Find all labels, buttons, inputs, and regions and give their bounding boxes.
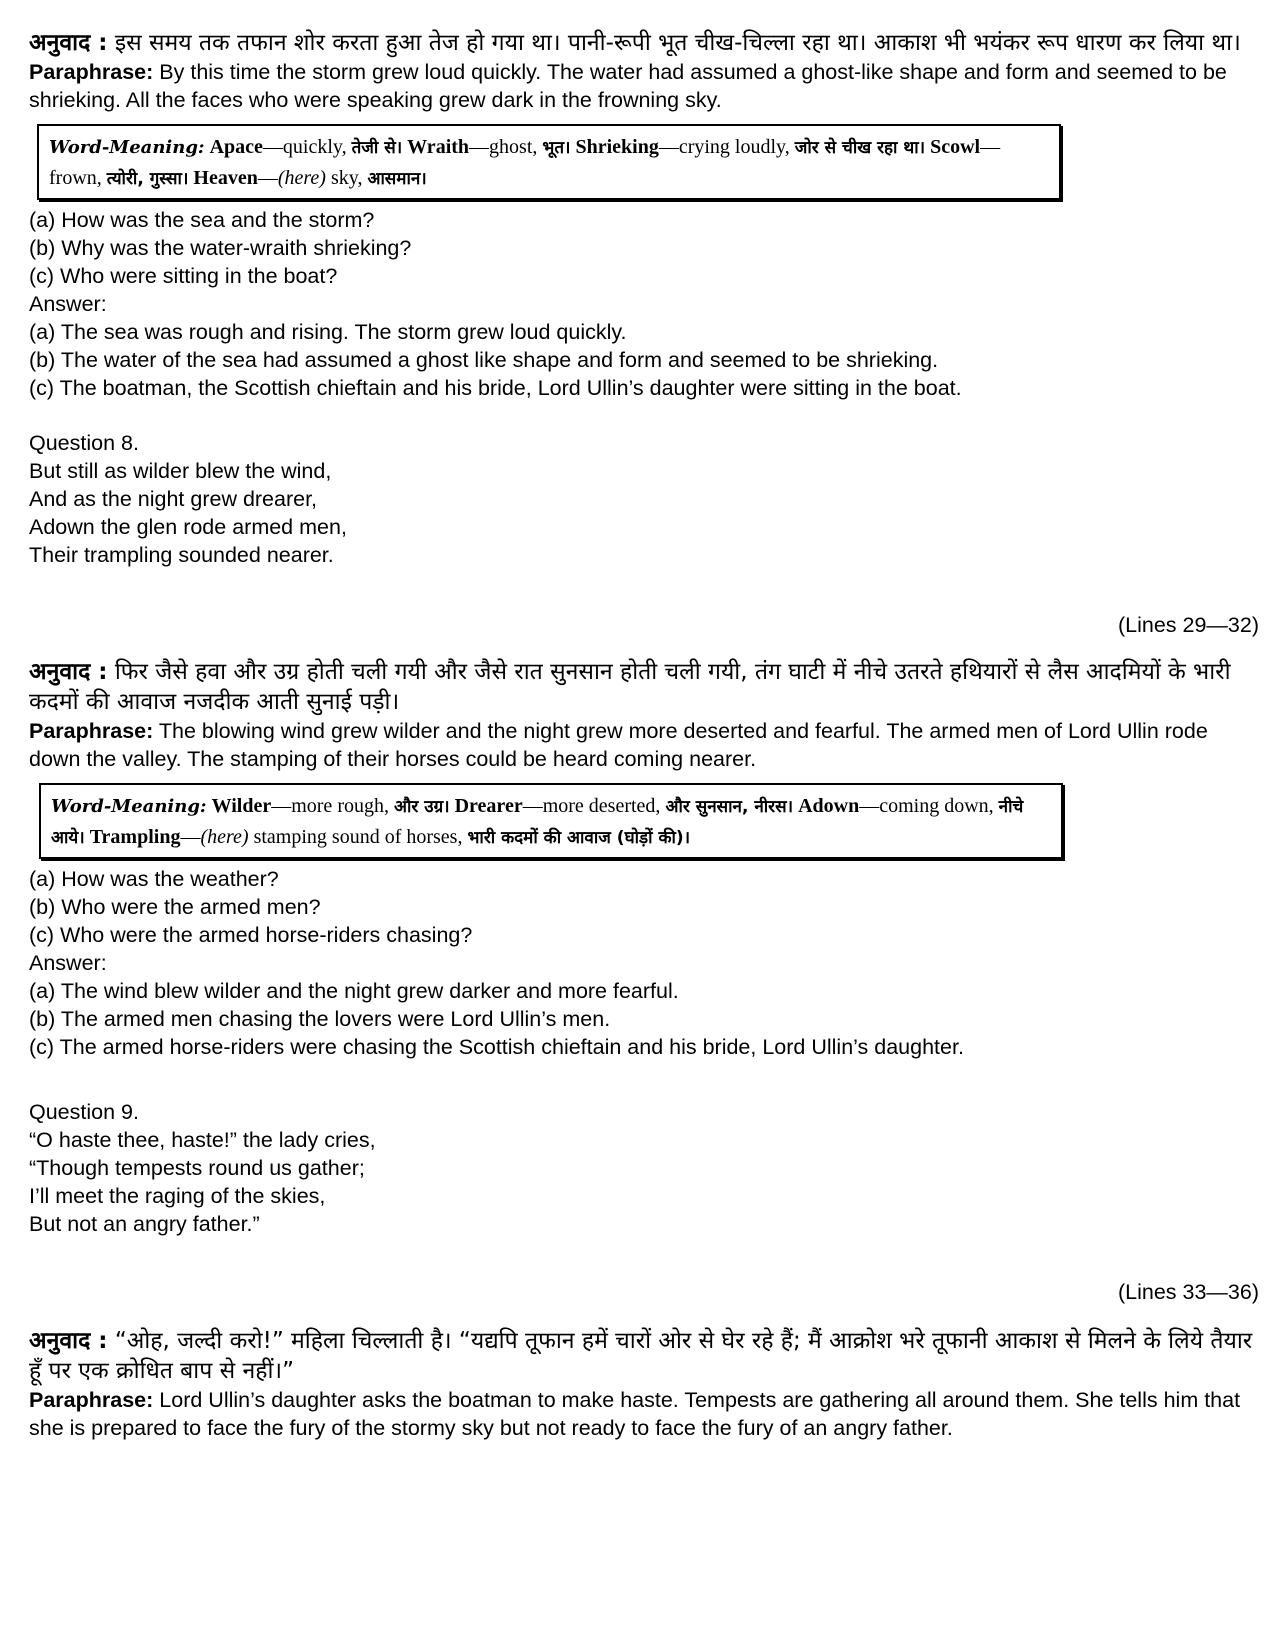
poem-line: “O haste thee, haste!” the lady cries, — [29, 1128, 376, 1152]
anuvad-text: इस समय तक तफान शोर करता हुआ तेज हो गया था। पानी-रूपी भूत चीख-चिल्ला रहा था। आकाश भी भयंकर रूप धारण कर लिया था। — [114, 30, 1241, 56]
poem-line: Adown the glen rode armed men, — [29, 515, 347, 539]
paraphrase-label: Paraphrase: — [29, 60, 154, 84]
paraphrase-text: By this time the storm grew loud quickly. The water had assumed a ghost-like shape and form and seemed to be shrieking. All the faces who were speaking grew dark in the frowning sky. — [29, 60, 1227, 112]
answer-item: (b) The armed men chasing the lovers were Lord Ullin’s men. — [29, 1007, 611, 1031]
answer-label: Answer: — [29, 951, 107, 975]
paraphrase — [29, 58, 1259, 114]
poem-line: “Though tempests round us gather; — [29, 1156, 365, 1180]
wm-meaning: —more rough, — [271, 795, 394, 817]
word-meaning-box — [39, 783, 1063, 859]
question-item: (b) Who were the armed men? — [29, 895, 321, 919]
poem-line: But not an angry father.” — [29, 1212, 260, 1236]
question-item: (a) How was the sea and the storm? — [29, 208, 375, 232]
answer-item: (c) The boatman, the Scottish chieftain and his bride, Lord Ullin’s daughter were sitting in the boat. — [29, 376, 962, 400]
wm-hindi: तेजी से। — [351, 138, 403, 158]
lines-reference: (Lines 29—32) — [1117, 613, 1259, 637]
answer-label: Answer: — [29, 292, 107, 316]
paraphrase-text: The blowing wind grew wilder and the night grew more deserted and fearful. The armed men of Lord Ullin rode down the valley. The stamping of their horses could be heard coming nearer. — [29, 719, 1208, 771]
answer-item: (a) The wind blew wilder and the night grew darker and more fearful. — [29, 979, 679, 1003]
anuvad-label: अनुवाद : — [29, 659, 108, 685]
wm-hindi: आसमान। — [367, 169, 427, 189]
anuvad-text: फिर जैसे हवा और उग्र होती चली गयी और जैसे रात सुनसान होती चली गयी, तंग घाटी में नीचे उतरते हथियारों से लैस आदमियों के भारी कदमों की आवाज नजदीक आती सुनाई पड़ी। — [29, 659, 1231, 715]
answer-item: (c) The armed horse-riders were chasing the Scottish chieftain and his bride, Lord Ullin’s daughter. — [29, 1035, 964, 1059]
anuvad-text: “ओह, जल्दी करो!” महिला चिल्लाती है। “यद्यपि तूफान हमें चारों ओर से घेर रहे हैं; मैं आक्रोश भरे तूफानी आकाश से मिलने के लिये तैयार हूँ पर एक क्रोधित बाप से नहीं।” — [29, 1328, 1253, 1384]
word-meaning-label: Word-Meaning: — [49, 137, 205, 158]
wm-word: Adown — [798, 795, 860, 817]
question-title: Question 8. — [29, 431, 139, 455]
document-page — [29, 28, 1259, 1442]
anuvad-label: अनुवाद : — [29, 30, 108, 56]
paraphrase — [29, 717, 1259, 773]
wm-word: Apace — [209, 136, 263, 158]
wm-hindi: भारी कदमों की आवाज (घोड़ों की)। — [467, 828, 691, 848]
wm-hindi: और सुनसान, नीरस। — [665, 797, 794, 817]
wm-word: Drearer — [454, 795, 523, 817]
wm-meaning: —more deserted, — [522, 795, 666, 817]
wm-hindi: और उग्र। — [393, 797, 450, 817]
wm-meaning: sky, — [325, 167, 368, 189]
question-item: (a) How was the weather? — [29, 867, 279, 891]
paraphrase-label: Paraphrase: — [29, 719, 154, 743]
word-meaning-box — [37, 124, 1061, 200]
wm-meaning: —crying loudly, — [658, 136, 795, 158]
poem-line: I’ll meet the raging of the skies, — [29, 1184, 326, 1208]
wm-word: Heaven — [193, 167, 258, 189]
hindi-translation — [29, 1326, 1259, 1386]
anuvad-label: अनुवाद : — [29, 1328, 108, 1354]
question-item: (b) Why was the water-wraith shrieking? — [29, 236, 412, 260]
word-meaning-label: Word-Meaning: — [51, 796, 207, 817]
wm-meaning: —quickly, — [262, 136, 352, 158]
wm-meaning-italic: (here) — [200, 826, 249, 848]
wm-hindi: त्योरी, गुस्सा। — [106, 169, 189, 189]
poem-line: And as the night grew drearer, — [29, 487, 318, 511]
paraphrase-label: Paraphrase: — [29, 1388, 154, 1412]
wm-word: Wraith — [407, 136, 470, 158]
question-item: (c) Who were the armed horse-riders chasing? — [29, 923, 473, 947]
wm-meaning: —ghost, — [469, 136, 543, 158]
paraphrase-text: Lord Ullin’s daughter asks the boatman to make haste. Tempests are gathering all around them. She tells him that she is prepared to face the fury of the stormy sky but not ready to face the fury of an angry father. — [29, 1388, 1241, 1440]
hindi-translation — [29, 657, 1259, 717]
answer-item: (a) The sea was rough and rising. The storm grew loud quickly. — [29, 320, 627, 344]
wm-meaning: stamping sound of horses, — [248, 826, 468, 848]
wm-meaning-italic: (here) — [277, 167, 326, 189]
wm-meaning: —coming down, — [859, 795, 999, 817]
wm-meaning: — — [180, 826, 201, 848]
wm-word: Scowl — [930, 136, 981, 158]
poem-line: But still as wilder blew the wind, — [29, 459, 332, 483]
question-title: Question 9. — [29, 1100, 139, 1124]
paraphrase — [29, 1386, 1259, 1442]
lines-reference: (Lines 33—36) — [1117, 1280, 1259, 1304]
wm-meaning: — — [257, 167, 278, 189]
answer-item: (b) The water of the sea had assumed a ghost like shape and form and seemed to be shrieking. — [29, 348, 939, 372]
wm-word: Wilder — [211, 795, 272, 817]
poem-line: Their trampling sounded nearer. — [29, 543, 334, 567]
wm-hindi: नीचे आये। — [51, 797, 1024, 848]
question-item: (c) Who were sitting in the boat? — [29, 264, 338, 288]
wm-hindi: जोर से चीख रहा था। — [794, 138, 926, 158]
wm-hindi: भूत। — [542, 138, 571, 158]
wm-word: Shrieking — [575, 136, 659, 158]
wm-meaning: —frown, — [49, 136, 1001, 189]
wm-word: Trampling — [89, 826, 181, 848]
hindi-translation — [29, 28, 1259, 58]
